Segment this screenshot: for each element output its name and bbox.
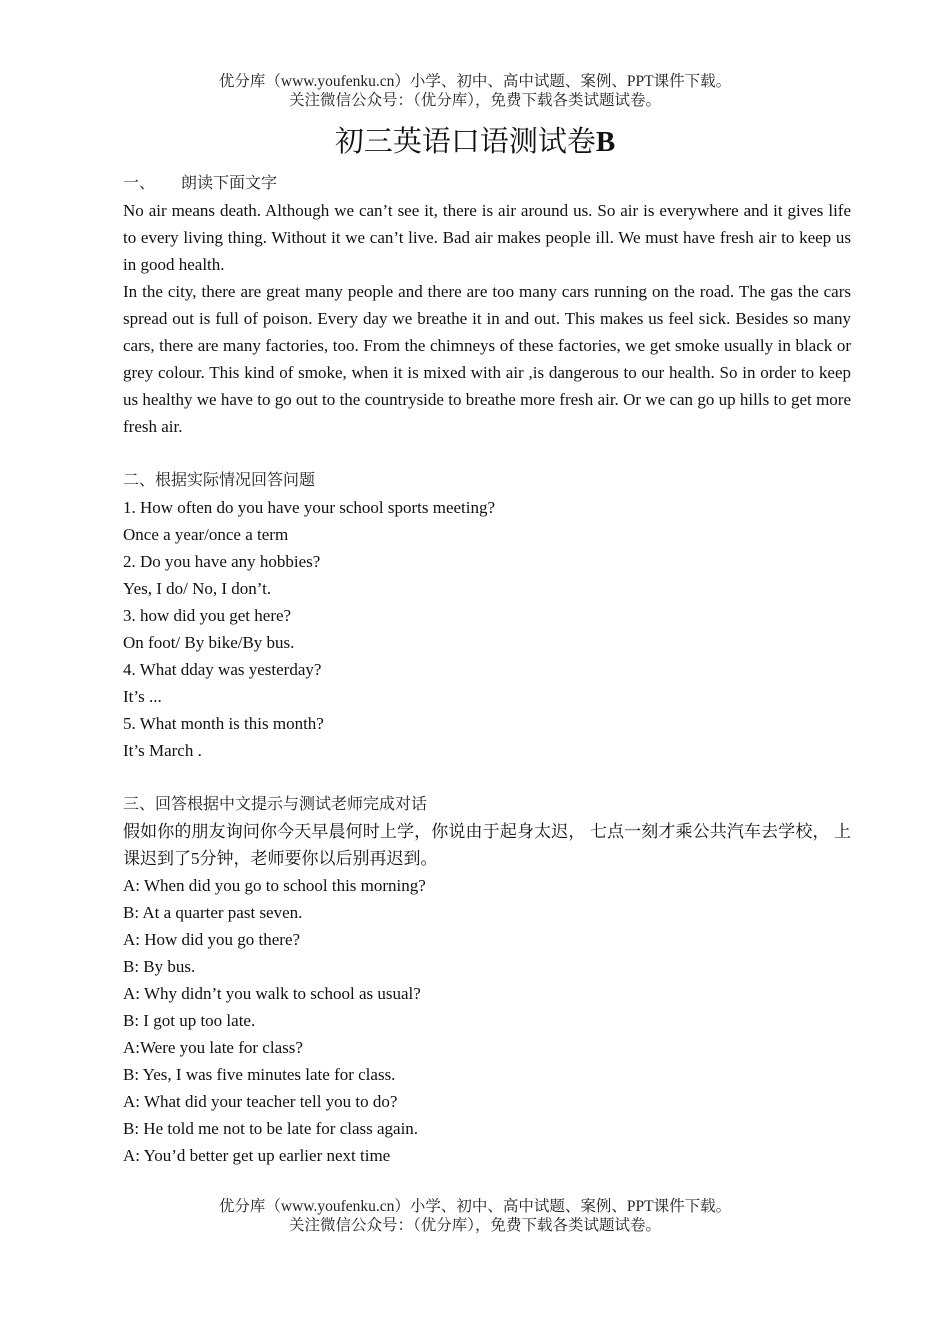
section-1-paragraph-2: In the city, there are great many people and there are too many cars running on the road. The gas the cars spread out is full of poison. Every day we breathe it in and out. This makes us feel sick. Besides so many cars, there are many factories, too. From the chimneys of these factories, we get smoke usually in black or grey colour. This kind of smoke, when it is mixed with air ,is dangerous to our health. So in order to keep us healthy we have to go out to the countryside to breathe more fresh air. Or we can go up hills to get more fresh air. bbox=[123, 282, 851, 436]
answer-4: It’s ... bbox=[123, 687, 162, 706]
answer-5: It’s March . bbox=[123, 741, 202, 760]
footer-line-1: 优分库（www.youfenku.cn）小学、初中、高中试题、案例、PPT课件下载。 bbox=[218, 1198, 732, 1215]
dialogue-line: B: I got up too late. bbox=[123, 1011, 256, 1030]
dialogue-line: B: By bus. bbox=[123, 957, 196, 976]
page-footer bbox=[0, 1197, 950, 1235]
document-body bbox=[123, 170, 851, 1169]
dialogue-line: A:Were you late for class? bbox=[123, 1038, 303, 1057]
dialogue-line: A: How did you go there? bbox=[123, 930, 301, 949]
title-suffix: B bbox=[595, 126, 616, 158]
title-text: 初三英语口语测试卷 bbox=[334, 126, 596, 158]
section-1-title: 朗读下面文字 bbox=[181, 175, 278, 192]
question-1: 1. How often do you have your school sports meeting? bbox=[123, 498, 496, 517]
question-3: 3. how did you get here? bbox=[123, 606, 292, 625]
dialogue-line: A: You’d better get up earlier next time bbox=[123, 1146, 391, 1165]
footer-line-2: 关注微信公众号：（优分库），免费下载各类试题试卷。 bbox=[288, 1217, 661, 1234]
question-4: 4. What dday was yesterday? bbox=[123, 660, 322, 679]
answer-2: Yes, I do/ No, I don’t. bbox=[123, 579, 272, 598]
dialogue-line: A: When did you go to school this morning? bbox=[123, 876, 426, 895]
section-3-heading: 三、回答根据中文提示与测试老师完成对话 bbox=[123, 796, 428, 813]
dialogue-line: B: He told me not to be late for class again. bbox=[123, 1119, 419, 1138]
answer-1: Once a year/once a term bbox=[123, 525, 289, 544]
question-5: 5. What month is this month? bbox=[123, 714, 324, 733]
section-1-paragraph-1: No air means death. Although we can’t see it, there is air around us. So air is everywhere and it gives life to every living thing. Without it we can’t live. Bad air makes people ill. We must have fresh air to keep us in good health. bbox=[123, 201, 851, 274]
section-1-number: 一、 bbox=[123, 175, 156, 192]
question-2: 2. Do you have any hobbies? bbox=[123, 552, 321, 571]
dialogue-line: A: What did your teacher tell you to do? bbox=[123, 1092, 398, 1111]
header-line-2: 关注微信公众号：（优分库），免费下载各类试题试卷。 bbox=[288, 92, 661, 109]
section-3-prompt: 假如你的朋友询问你今天早晨何时上学，你说由于起身太迟， 七点一刻才乘公共汽车去学校， 上课迟到了5分钟，老师要你以后别再迟到。 bbox=[123, 822, 851, 868]
dialogue-line: B: Yes, I was five minutes late for class. bbox=[123, 1065, 396, 1084]
document-title bbox=[0, 122, 950, 162]
dialogue-line: A: Why didn’t you walk to school as usual? bbox=[123, 984, 421, 1003]
page-header bbox=[0, 72, 950, 110]
section-2-heading: 二、根据实际情况回答问题 bbox=[123, 472, 316, 489]
dialogue-line: B: At a quarter past seven. bbox=[123, 903, 303, 922]
header-line-1: 优分库（www.youfenku.cn）小学、初中、高中试题、案例、PPT课件下载。 bbox=[218, 73, 732, 90]
section-1-heading bbox=[123, 170, 851, 197]
answer-3: On foot/ By bike/By bus. bbox=[123, 633, 295, 652]
